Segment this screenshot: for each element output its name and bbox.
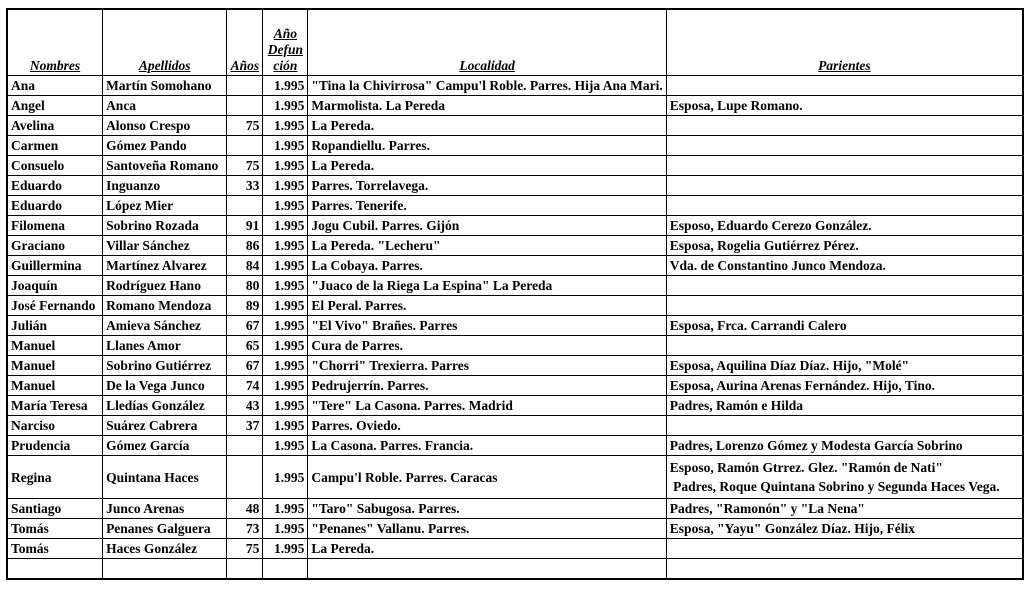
nombre-cell: Eduardo [7,196,103,216]
nombre-cell: Manuel [7,356,103,376]
anos-cell [227,559,263,580]
death-records-table [6,8,1024,580]
table-row [7,196,1023,216]
table-row [7,256,1023,276]
anos-cell: 73 [227,519,263,539]
nombre-cell: Graciano [7,236,103,256]
localidad-cell: Ropandiellu. Parres. [308,136,666,156]
year-cell: 1.995 [263,256,308,276]
parientes-cell: Esposa, Aurina Arenas Fernández. Hijo, Tino. [666,376,1023,396]
parientes-cell: Esposa, "Yayu" González Díaz. Hijo, Félix [666,519,1023,539]
table-row [7,559,1023,580]
parientes-cell [666,276,1023,296]
year-cell: 1.995 [263,176,308,196]
parientes-cell: Esposa, Frca. Carrandi Calero [666,316,1023,336]
localidad-cell: Parres. Tenerife. [308,196,666,216]
nombre-cell: Angel [7,96,103,116]
table-row [7,336,1023,356]
anos-cell: 91 [227,216,263,236]
apellidos-cell: Rodríguez Hano [103,276,227,296]
anos-cell [227,76,263,96]
nombre-cell: María Teresa [7,396,103,416]
anos-cell [227,456,263,499]
localidad-cell: La Casona. Parres. Francia. [308,436,666,456]
parientes-cell [666,336,1023,356]
apellidos-cell: Haces González [103,539,227,559]
table-row [7,519,1023,539]
localidad-cell [308,559,666,580]
apellidos-cell: Gómez Pando [103,136,227,156]
parientes-cell: Esposa, Aquilina Díaz Díaz. Hijo, "Molé" [666,356,1023,376]
table-row [7,176,1023,196]
parientes-cell [666,559,1023,580]
nombre-cell: Joaquín [7,276,103,296]
nombre-cell: Eduardo [7,176,103,196]
localidad-cell: Pedrujerrín. Parres. [308,376,666,396]
year-cell: 1.995 [263,356,308,376]
apellidos-cell: Lledías González [103,396,227,416]
parientes-cell [666,539,1023,559]
nombre-cell: Consuelo [7,156,103,176]
table-row [7,76,1023,96]
header-nombres: Nombres [7,9,103,76]
parientes-cell [666,76,1023,96]
anos-cell: 67 [227,316,263,336]
year-cell: 1.995 [263,336,308,356]
nombre-cell [7,559,103,580]
year-cell: 1.995 [263,539,308,559]
nombre-cell: Ana [7,76,103,96]
nombre-cell: Avelina [7,116,103,136]
header-row [7,9,1023,76]
parientes-cell: Padres, Ramón e Hilda [666,396,1023,416]
apellidos-cell: Junco Arenas [103,499,227,519]
localidad-cell: "Chorri" Trexierra. Parres [308,356,666,376]
year-cell: 1.995 [263,116,308,136]
table-row [7,376,1023,396]
nombre-cell: Filomena [7,216,103,236]
localidad-cell: La Pereda. [308,539,666,559]
apellidos-cell: De la Vega Junco [103,376,227,396]
anos-cell: 80 [227,276,263,296]
apellidos-cell [103,559,227,580]
header-year-line-3: ción [273,58,298,73]
year-cell: 1.995 [263,316,308,336]
localidad-cell: Marmolista. La Pereda [308,96,666,116]
year-cell: 1.995 [263,519,308,539]
localidad-cell: "Juaco de la Riega La Espina" La Pereda [308,276,666,296]
header-apellidos: Apellidos [103,9,227,76]
table-row [7,436,1023,456]
anos-cell [227,436,263,456]
localidad-cell: Parres. Oviedo. [308,416,666,436]
table-row [7,296,1023,316]
parientes-cell [666,196,1023,216]
anos-cell [227,196,263,216]
header-localidad: Localidad [308,9,666,76]
apellidos-cell: Inguanzo [103,176,227,196]
year-cell: 1.995 [263,196,308,216]
table-row [7,96,1023,116]
table-body [7,76,1023,580]
nombre-cell: Carmen [7,136,103,156]
table-row [7,456,1023,499]
nombre-cell: Santiago [7,499,103,519]
apellidos-cell: Villar Sánchez [103,236,227,256]
year-cell: 1.995 [263,436,308,456]
apellidos-cell: Romano Mendoza [103,296,227,316]
header-anos: Años [227,9,263,76]
year-cell: 1.995 [263,76,308,96]
anos-cell: 48 [227,499,263,519]
table-row [7,136,1023,156]
nombre-cell: Guillermina [7,256,103,276]
header-parientes: Parientes [666,9,1023,76]
localidad-cell: La Cobaya. Parres. [308,256,666,276]
localidad-cell: "El Vivo" Brañes. Parres [308,316,666,336]
anos-cell: 37 [227,416,263,436]
year-cell: 1.995 [263,376,308,396]
table-row [7,356,1023,376]
apellidos-cell: Alonso Crespo [103,116,227,136]
year-cell: 1.995 [263,156,308,176]
year-cell: 1.995 [263,499,308,519]
table-row [7,539,1023,559]
nombre-cell: José Fernando [7,296,103,316]
table-row [7,116,1023,136]
apellidos-cell: López Mier [103,196,227,216]
anos-cell: 84 [227,256,263,276]
localidad-cell: Campu'l Roble. Parres. Caracas [308,456,666,499]
localidad-cell: La Pereda. [308,116,666,136]
parientes-cell: Esposo, Ramón Gtrrez. Glez. "Ramón de Nati" Padres, Roque Quintana Sobrino y Segunda Haces Vega. [666,456,1023,499]
header-year-line-2: Defun [267,42,304,57]
parientes-cell [666,156,1023,176]
nombre-cell: Narciso [7,416,103,436]
localidad-cell: La Pereda. "Lecheru" [308,236,666,256]
anos-cell: 43 [227,396,263,416]
parientes-cell [666,136,1023,156]
parientes-cell [666,416,1023,436]
nombre-cell: Manuel [7,376,103,396]
nombre-cell: Tomás [7,519,103,539]
year-cell: 1.995 [263,416,308,436]
anos-cell: 65 [227,336,263,356]
localidad-cell: La Pereda. [308,156,666,176]
year-cell: 1.995 [263,216,308,236]
apellidos-cell: Quintana Haces [103,456,227,499]
localidad-cell: "Taro" Sabugosa. Parres. [308,499,666,519]
anos-cell: 67 [227,356,263,376]
header-year-line-1: Año [273,26,298,41]
localidad-cell: "Penanes" Vallanu. Parres. [308,519,666,539]
localidad-cell: "Tina la Chivirrosa" Campu'l Roble. Parres. Hija Ana Mari. [308,76,666,96]
table-row [7,276,1023,296]
year-cell: 1.995 [263,276,308,296]
parientes-cell [666,296,1023,316]
parientes-cell: Esposa, Rogelia Gutiérrez Pérez. [666,236,1023,256]
nombre-cell: Regina [7,456,103,499]
nombre-cell: Julián [7,316,103,336]
anos-cell: 89 [227,296,263,316]
apellidos-cell: Gómez García [103,436,227,456]
table-row [7,396,1023,416]
parientes-cell: Padres, Lorenzo Gómez y Modesta García Sobrino [666,436,1023,456]
anos-cell: 75 [227,156,263,176]
parientes-cell: Esposa, Lupe Romano. [666,96,1023,116]
header-year-defuncion [263,9,308,76]
nombre-cell: Tomás [7,539,103,559]
year-cell: 1.995 [263,396,308,416]
parientes-cell [666,116,1023,136]
year-cell: 1.995 [263,236,308,256]
year-cell: 1.995 [263,96,308,116]
anos-cell: 86 [227,236,263,256]
nombre-cell: Prudencia [7,436,103,456]
localidad-cell: "Tere" La Casona. Parres. Madrid [308,396,666,416]
localidad-cell: El Peral. Parres. [308,296,666,316]
apellidos-cell: Martín Somohano [103,76,227,96]
anos-cell: 33 [227,176,263,196]
apellidos-cell: Anca [103,96,227,116]
parientes-cell: Padres, "Ramonón" y "La Nena" [666,499,1023,519]
anos-cell [227,136,263,156]
year-cell: 1.995 [263,136,308,156]
localidad-cell: Parres. Torrelavega. [308,176,666,196]
table-row [7,156,1023,176]
table-row [7,236,1023,256]
anos-cell [227,96,263,116]
localidad-cell: Cura de Parres. [308,336,666,356]
apellidos-cell: Sobrino Gutiérrez [103,356,227,376]
parientes-cell: Vda. de Constantino Junco Mendoza. [666,256,1023,276]
apellidos-cell: Santoveña Romano [103,156,227,176]
parientes-cell [666,176,1023,196]
nombre-cell: Manuel [7,336,103,356]
apellidos-cell: Martínez Alvarez [103,256,227,276]
year-cell: 1.995 [263,456,308,499]
year-cell [263,559,308,580]
apellidos-cell: Penanes Galguera [103,519,227,539]
apellidos-cell: Suárez Cabrera [103,416,227,436]
localidad-cell: Jogu Cubil. Parres. Gijón [308,216,666,236]
anos-cell: 75 [227,539,263,559]
table-row [7,316,1023,336]
table-row [7,216,1023,236]
anos-cell: 74 [227,376,263,396]
apellidos-cell: Sobrino Rozada [103,216,227,236]
apellidos-cell: Llanes Amor [103,336,227,356]
year-cell: 1.995 [263,296,308,316]
parientes-cell: Esposo, Eduardo Cerezo González. [666,216,1023,236]
table-row [7,499,1023,519]
table-row [7,416,1023,436]
anos-cell: 75 [227,116,263,136]
apellidos-cell: Amieva Sánchez [103,316,227,336]
